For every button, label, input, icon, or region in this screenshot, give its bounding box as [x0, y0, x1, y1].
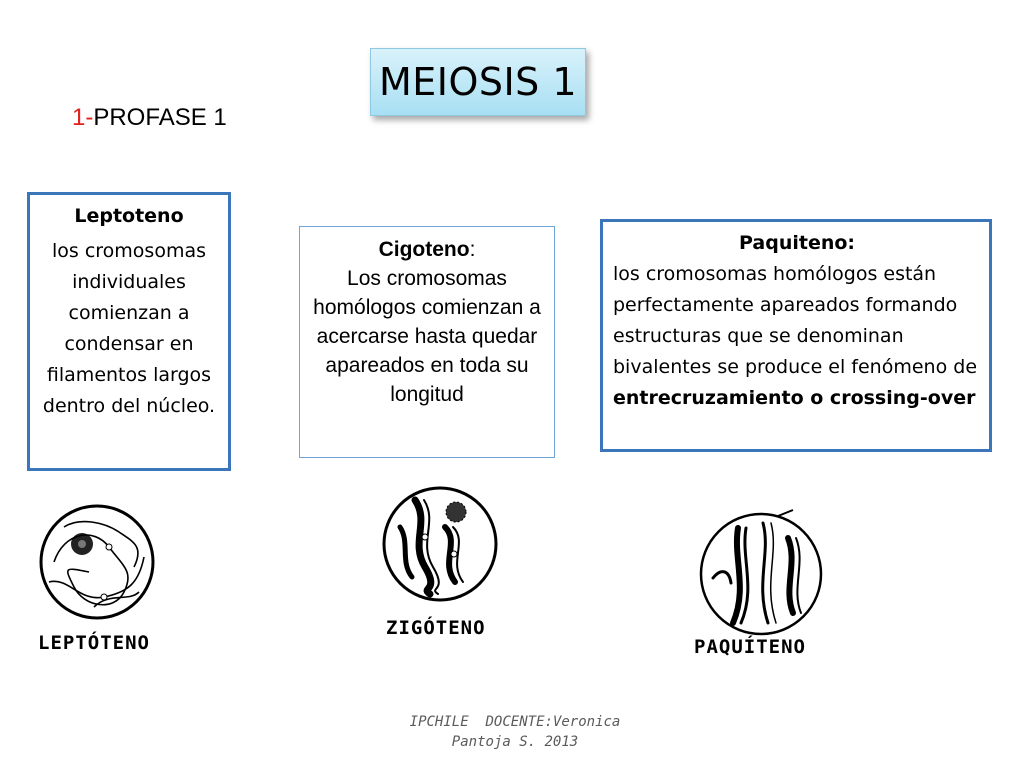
footer-line-2: Pantoja S. 2013: [451, 734, 579, 750]
zigoteno-cell-illustration: [380, 482, 500, 607]
zigoteno-figure-label: ZIGÓTENO: [386, 617, 486, 639]
leptoteno-figure-label: LEPTÓTENO: [38, 632, 150, 654]
slide-footer: [380, 712, 650, 752]
leptoteno-card: [27, 192, 231, 471]
slide-title-box: [370, 48, 586, 116]
paquiteno-card: [600, 219, 992, 452]
leptoteno-heading: Leptoteno: [74, 205, 184, 227]
leptoteno-cell-illustration: [34, 502, 164, 627]
paquiteno-cell-illustration: [693, 508, 833, 638]
paquiteno-body: [613, 259, 981, 414]
slide-title: MEIOSIS 1: [378, 60, 578, 104]
paquiteno-figure-label: PAQUÍTENO: [694, 636, 806, 658]
paquiteno-body-bold: entrecruzamiento o crossing-over: [613, 387, 976, 409]
subtitle-number: 1-: [72, 104, 94, 131]
cigoteno-body: Los cromosomas homólogos comienzan a acercarse hasta quedar apareados en toda su longitud: [313, 267, 541, 406]
cigoteno-heading: Cigoteno: [378, 238, 470, 261]
paquiteno-body-text: los cromosomas homólogos están perfectamente apareados formando estructuras que se denominan bivalentes se produce el fenómeno de: [613, 263, 978, 378]
leptoteno-body: los cromosomas individuales comienzan a condensar en filamentos largos dentro del núcleo.: [42, 240, 216, 417]
cigoteno-card: [299, 226, 555, 458]
paquiteno-heading: Paquiteno:: [738, 232, 856, 254]
cigoteno-colon: :: [469, 238, 476, 261]
footer-line-1: IPCHILE DOCENTE:Veronica: [409, 714, 621, 730]
section-subtitle: [72, 104, 227, 132]
subtitle-text: PROFASE 1: [93, 104, 227, 131]
